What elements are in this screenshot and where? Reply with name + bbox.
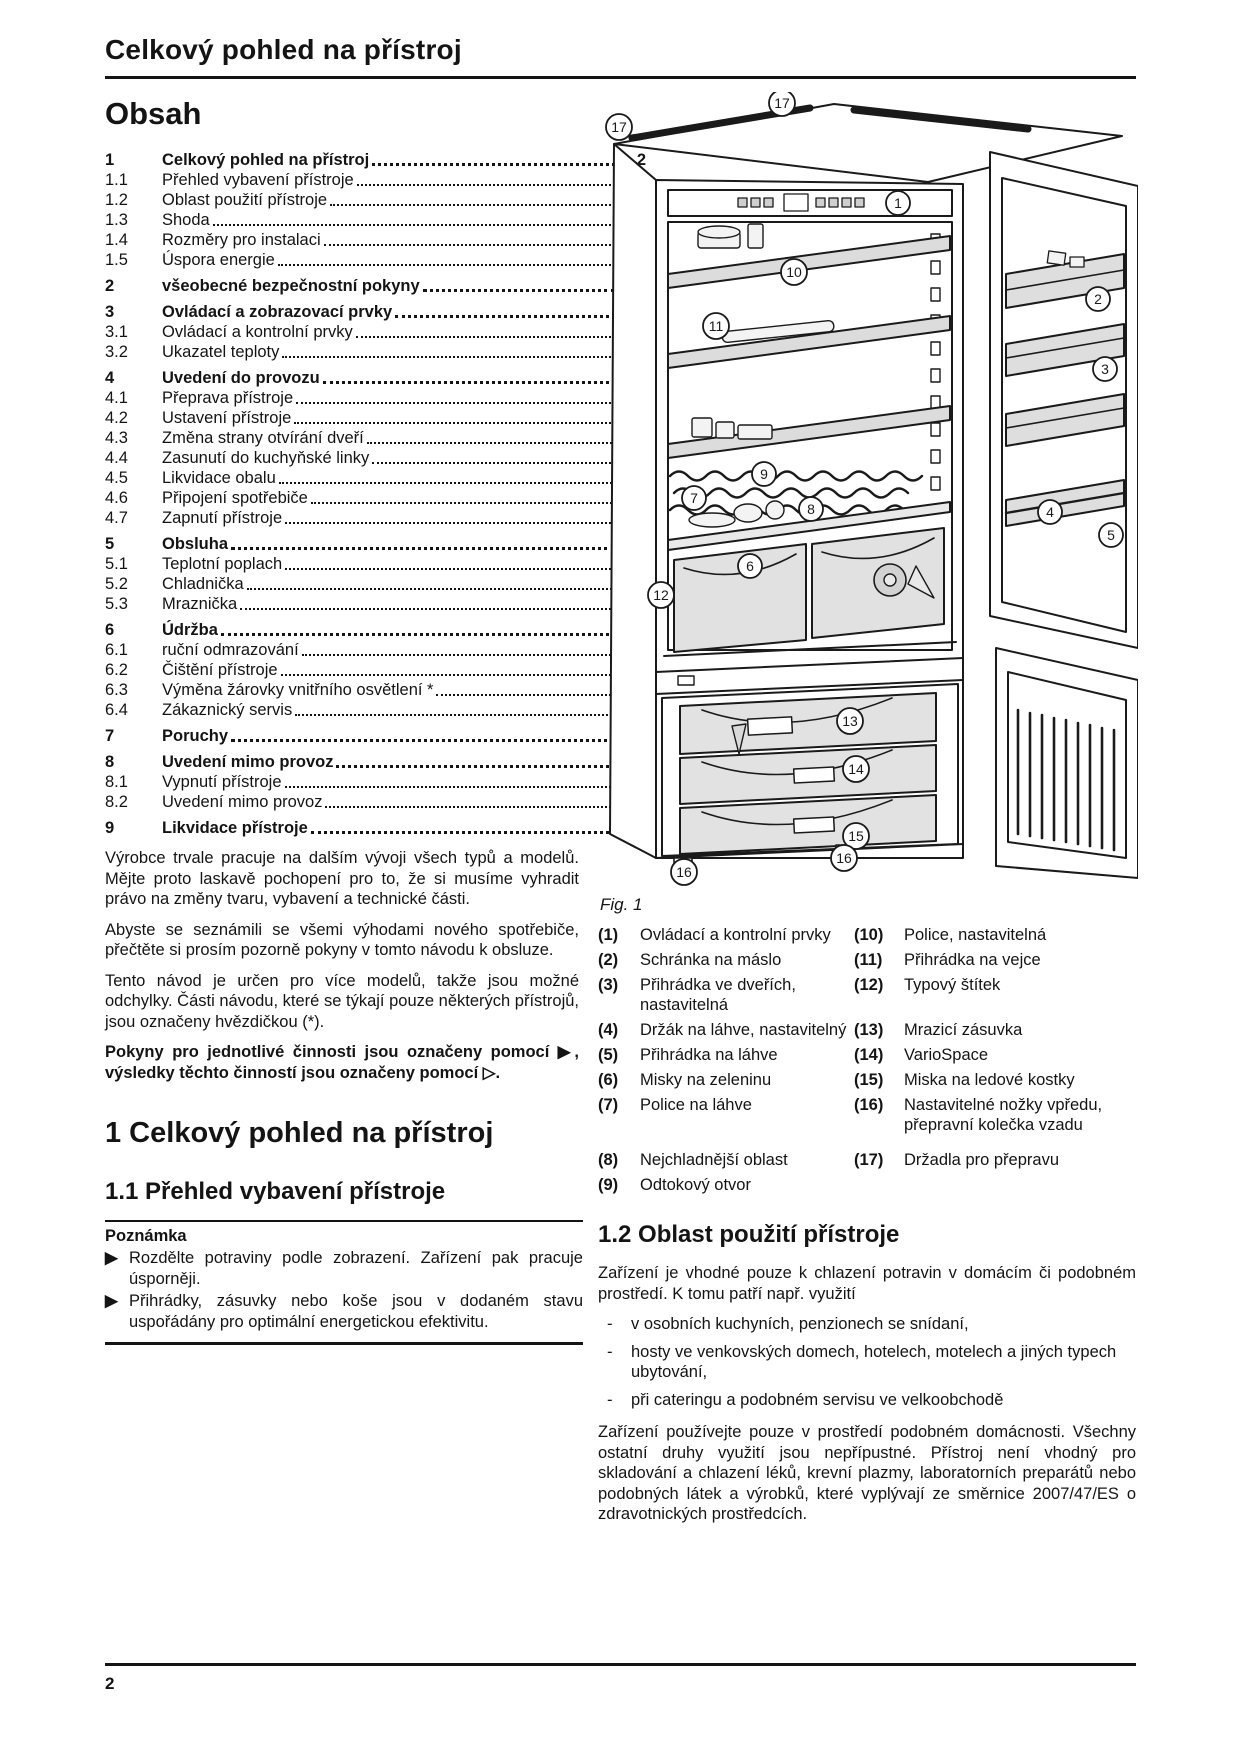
legend-item-number: (8) xyxy=(598,1151,619,1169)
callout-number: 12 xyxy=(653,587,669,603)
toc-entry xyxy=(105,448,646,468)
toc-entry-number: 4.1 xyxy=(105,389,128,407)
toc-dot-leader xyxy=(285,568,615,570)
toc-dot-leader xyxy=(323,381,615,384)
dash-bullet: - xyxy=(607,1342,613,1361)
toc-entry-number: 1.1 xyxy=(105,171,128,189)
legend-item xyxy=(598,1095,854,1135)
callout-number: 16 xyxy=(676,864,692,880)
legend-item-text: Misky na zeleninu xyxy=(640,1071,772,1089)
toc-entry xyxy=(105,368,646,388)
toc-title: Obsah xyxy=(105,96,202,131)
dash-bullet: - xyxy=(607,1315,613,1333)
legend-item xyxy=(598,925,854,945)
legend-item xyxy=(854,1150,1140,1170)
toc-entry-label: Čištění přístroje xyxy=(162,661,278,679)
toc-entry xyxy=(105,574,646,594)
toc-entry-label: všeobecné bezpečnostní pokyny xyxy=(162,277,420,295)
toc-entry xyxy=(105,594,646,614)
toc-dot-leader xyxy=(294,422,615,424)
toc-entry xyxy=(105,640,646,660)
toc-entry-number: 1.2 xyxy=(105,191,128,209)
callout-number: 10 xyxy=(786,264,802,280)
intro-paragraph-bold: Pokyny pro jednotlivé činnosti jsou označeny pomocí ▶, výsledky těchto činností jsou označeny pomocí ▷. xyxy=(105,1043,579,1082)
toc-entry-number: 4.2 xyxy=(105,409,128,427)
figure-legend xyxy=(598,925,1140,1195)
figure-caption: Fig. 1 xyxy=(600,895,643,914)
toc-entry xyxy=(105,428,646,448)
toc-entry xyxy=(105,772,646,792)
toc-entry-label: Ovládací a kontrolní prvky xyxy=(162,323,353,341)
toc-entry xyxy=(105,342,646,362)
toc-dot-leader xyxy=(213,224,615,226)
toc-entry-label: Obsluha xyxy=(162,535,229,553)
toc-dot-leader xyxy=(423,289,615,292)
toc-entry-number: 8.2 xyxy=(105,793,128,811)
callout-number: 2 xyxy=(1094,291,1102,307)
legend-item-number: (9) xyxy=(598,1176,619,1194)
toc-entry-number: 5.1 xyxy=(105,555,128,573)
toc-dot-leader xyxy=(279,482,615,484)
toc-entry-label: Výměna žárovky vnitřního osvětlení * xyxy=(162,681,434,699)
note-item xyxy=(105,1248,583,1289)
legend-item-text: Držák na láhve, nastavitelný xyxy=(640,1021,847,1039)
toc-entry-number: 4.5 xyxy=(105,469,128,487)
legend-item-number: (4) xyxy=(598,1021,619,1039)
toc-entry-page: 2 xyxy=(636,151,646,169)
toc-dot-leader xyxy=(330,204,615,206)
toc-entry xyxy=(105,620,646,640)
legend-item-number: (15) xyxy=(854,1071,884,1089)
legend-row xyxy=(598,1020,1140,1040)
legend-item-number: (16) xyxy=(854,1096,884,1114)
toc-entry-label: Zasunutí do kuchyňské linky xyxy=(162,449,370,467)
callout-number: 4 xyxy=(1046,504,1054,520)
legend-item-number: (11) xyxy=(854,951,883,969)
toc-dot-leader xyxy=(282,356,615,358)
legend-item-text: Přihrádka na láhve xyxy=(640,1046,778,1064)
toc-entry-number: 2 xyxy=(105,277,115,295)
toc-entry-label: ruční odmrazování xyxy=(162,641,299,659)
section-1-2-paragraph: Zařízení používejte pouze v prostředí podobném domácnosti. Všechny ostatní druhy využití jsou nepřípustné. Přístroj není vhodný pro skladování a chlazení léků, krevní plazmy, laboratorních preparátů nebo podobných látek a výrobků, které vyplývají ze směrnice 2007/47/ES o zdravotnických prostředcích. xyxy=(598,1423,1136,1523)
section-1-2-paragraph: Zařízení je vhodné pouze k chlazení potravin v domácím či podobném prostředí. K tomu patří např. využití xyxy=(598,1264,1136,1303)
toc-entry xyxy=(105,752,646,772)
usage-list-item xyxy=(598,1390,1140,1411)
toc-dot-leader xyxy=(367,442,615,444)
toc-entry-label: Likvidace obalu xyxy=(162,469,276,487)
callout-number: 17 xyxy=(774,95,790,111)
toc-dot-leader xyxy=(372,462,615,464)
toc-entry-number: 4.7 xyxy=(105,509,128,527)
usage-list-item-text: hosty ve venkovských domech, hotelech, motelech a jiných typech ubytování, xyxy=(631,1342,1117,1381)
usage-list-item xyxy=(598,1314,1140,1335)
toc-dot-leader xyxy=(302,654,615,656)
toc-entry-label: Mraznička xyxy=(162,595,238,613)
legend-item-text: Přihrádka na vejce xyxy=(904,951,1041,969)
legend-row xyxy=(598,975,1140,1015)
toc-entry-number: 6.1 xyxy=(105,641,128,659)
toc-entry xyxy=(105,792,646,812)
legend-item-number: (5) xyxy=(598,1046,619,1064)
legend-item xyxy=(854,1095,1140,1135)
footer-page-number: 2 xyxy=(105,1674,115,1693)
legend-item-number: (6) xyxy=(598,1071,619,1089)
toc-entry-label: Uvedení mimo provoz xyxy=(162,753,334,771)
section-1-heading: 1 Celkový pohled na přístroj xyxy=(105,1117,494,1149)
left-column xyxy=(105,94,646,1345)
toc-entry-label: Rozměry pro instalaci xyxy=(162,231,321,249)
toc-entry xyxy=(105,660,646,680)
toc-dot-leader xyxy=(311,831,615,834)
legend-item-text: Miska na ledové kostky xyxy=(904,1071,1075,1089)
toc-entry-label: Ustavení přístroje xyxy=(162,409,292,427)
legend-item-text: Nastavitelné nožky vpředu, přepravní kolečka vzadu xyxy=(904,1096,1103,1134)
usage-list xyxy=(598,1314,1140,1410)
toc-dot-leader xyxy=(221,633,615,636)
toc-dot-leader xyxy=(278,264,615,266)
toc-entry xyxy=(105,700,646,720)
legend-item xyxy=(854,1045,1140,1065)
legend-item-number: (2) xyxy=(598,951,619,969)
toc-entry-label: Přeprava přístroje xyxy=(162,389,294,407)
toc-entry xyxy=(105,230,646,250)
toc-entry-label: Poruchy xyxy=(162,727,229,745)
figure-fridge-drawing xyxy=(598,92,1138,887)
toc-entry-number: 4.3 xyxy=(105,429,128,447)
legend-item-number: (3) xyxy=(598,976,619,994)
toc-entry xyxy=(105,508,646,528)
note-item-text: Rozdělte potraviny podle zobrazení. Zařízení pak pracuje úsporněji. xyxy=(129,1249,583,1288)
legend-item xyxy=(854,1020,1140,1040)
legend-item xyxy=(854,925,1140,945)
toc-entry-label: Chladnička xyxy=(162,575,244,593)
legend-item-text: Police na láhve xyxy=(640,1096,752,1114)
toc-entry-label: Změna strany otvírání dveří xyxy=(162,429,364,447)
legend-item-text: Typový štítek xyxy=(904,976,1001,994)
legend-item-text: VarioSpace xyxy=(904,1046,989,1064)
toc-entry-number: 5.2 xyxy=(105,575,128,593)
legend-item xyxy=(598,975,854,1015)
toc-dot-leader xyxy=(324,244,615,246)
header-divider xyxy=(105,76,1136,79)
toc-entry-label: Přehled vybavení přístroje xyxy=(162,171,354,189)
toc-entry-number: 7 xyxy=(105,727,115,745)
toc-dot-leader xyxy=(395,315,615,318)
legend-item-text: Přihrádka ve dveřích, nastavitelná xyxy=(640,976,796,1014)
legend-row xyxy=(598,1150,1140,1170)
table-of-contents xyxy=(105,150,646,838)
toc-entry-label: Uvedení mimo provoz xyxy=(162,793,323,811)
toc-entry-number: 3 xyxy=(105,303,115,321)
toc-dot-leader xyxy=(372,163,615,166)
toc-entry-label: Uvedení do provozu xyxy=(162,369,320,387)
toc-entry-label: Celkový pohled na přístroj xyxy=(162,151,370,169)
legend-item-text: Police, nastavitelná xyxy=(904,926,1047,944)
toc-dot-leader xyxy=(285,786,615,788)
legend-item-text: Mrazicí zásuvka xyxy=(904,1021,1023,1039)
toc-entry-label: Likvidace přístroje xyxy=(162,819,308,837)
legend-item xyxy=(598,950,854,970)
toc-entry xyxy=(105,388,646,408)
intro-paragraph: Tento návod je určen pro více modelů, takže jsou možné odchylky. Části návodu, které se týkají pouze některých přístrojů, jsou označeny hvězdičkou (*). xyxy=(105,971,579,1031)
toc-dot-leader xyxy=(285,522,615,524)
toc-entry-label: Oblast použití přístroje xyxy=(162,191,328,209)
toc-entry-label: Připojení spotřebiče xyxy=(162,489,308,507)
toc-dot-leader xyxy=(281,674,615,676)
legend-item xyxy=(598,1020,854,1040)
legend-item xyxy=(854,975,1140,1015)
toc-entry-number: 6.2 xyxy=(105,661,128,679)
legend-row xyxy=(598,950,1140,970)
toc-entry xyxy=(105,170,646,190)
callout-number: 11 xyxy=(708,318,724,334)
toc-entry-label: Údržba xyxy=(162,621,218,639)
legend-row xyxy=(598,1045,1140,1065)
callout-number: 1 xyxy=(894,195,902,211)
legend-item-text: Odtokový otvor xyxy=(640,1176,751,1194)
section-1-2-heading: 1.2 Oblast použití přístroje xyxy=(598,1221,900,1248)
toc-entry-label: Vypnutí přístroje xyxy=(162,773,282,791)
toc-entry xyxy=(105,818,646,838)
toc-entry-number: 6.3 xyxy=(105,681,128,699)
frozen-item xyxy=(748,717,793,735)
legend-row xyxy=(598,1095,1140,1135)
toc-entry xyxy=(105,210,646,230)
toc-dot-leader xyxy=(240,608,615,610)
note-item xyxy=(105,1291,583,1332)
toc-entry-label: Ovládací a zobrazovací prvky xyxy=(162,303,393,321)
dash-bullet: - xyxy=(607,1390,613,1409)
legend-item-number: (14) xyxy=(854,1046,884,1064)
action-arrow-icon: ▶ xyxy=(105,1249,118,1267)
page-title: Celkový pohled na přístroj xyxy=(105,34,462,65)
toc-entry xyxy=(105,468,646,488)
toc-dot-leader xyxy=(231,739,615,742)
toc-entry-number: 8.1 xyxy=(105,773,128,791)
legend-item-number: (13) xyxy=(854,1021,884,1039)
callout-number: 16 xyxy=(836,850,852,866)
toc-entry xyxy=(105,322,646,342)
legend-row xyxy=(598,925,1140,945)
toc-entry-number: 5 xyxy=(105,535,115,553)
callout-number: 9 xyxy=(760,466,768,482)
legend-item xyxy=(598,1070,854,1090)
legend-item-number: (7) xyxy=(598,1096,619,1114)
toc-entry-label: Ukazatel teploty xyxy=(162,343,280,361)
toc-dot-leader xyxy=(336,765,615,768)
callout-number: 8 xyxy=(807,501,815,517)
note-title: Poznámka xyxy=(105,1227,187,1245)
toc-dot-leader xyxy=(295,714,615,716)
toc-entry-number: 3.1 xyxy=(105,323,128,341)
toc-dot-leader xyxy=(231,547,615,550)
legend-item-number: (17) xyxy=(854,1151,884,1169)
legend-item xyxy=(854,950,1140,970)
toc-entry xyxy=(105,302,646,322)
toc-dot-leader xyxy=(436,694,615,696)
toc-entry xyxy=(105,276,646,296)
callout-number: 3 xyxy=(1101,361,1109,377)
toc-entry-number: 4 xyxy=(105,369,115,387)
toc-entry-label: Úspora energie xyxy=(162,251,275,269)
toc-entry xyxy=(105,408,646,428)
food-items xyxy=(698,224,763,248)
legend-item xyxy=(854,1070,1140,1090)
toc-entry xyxy=(105,250,646,270)
toc-dot-leader xyxy=(325,806,615,808)
legend-item xyxy=(598,1045,854,1065)
toc-entry-label: Shoda xyxy=(162,211,210,229)
toc-entry-label: Zapnutí přístroje xyxy=(162,509,283,527)
intro-paragraph: Výrobce trvale pracuje na dalším vývoji všech typů a modelů. Mějte proto laskavě pochopení pro to, že si musíme vyhradit právo na změny tvaru, vybavení a technické části. xyxy=(105,849,579,908)
callout-number: 7 xyxy=(690,490,698,506)
toc-entry xyxy=(105,190,646,210)
legend-item-number: (1) xyxy=(598,926,619,944)
toc-entry-number: 1.5 xyxy=(105,251,128,269)
callout-number: 13 xyxy=(842,713,858,729)
callout-number: 17 xyxy=(611,119,627,135)
toc-dot-leader xyxy=(357,184,615,186)
toc-dot-leader xyxy=(296,402,615,404)
legend-row xyxy=(598,1070,1140,1090)
action-arrow-icon: ▶ xyxy=(105,1292,118,1310)
legend-item-number: (12) xyxy=(854,976,884,994)
legend-item-text: Schránka na máslo xyxy=(640,951,782,969)
toc-entry xyxy=(105,554,646,574)
footer-divider xyxy=(105,1663,1136,1666)
note-list xyxy=(105,1248,583,1332)
legend-item xyxy=(598,1150,854,1170)
toc-entry-number: 8 xyxy=(105,753,115,771)
callout-number: 5 xyxy=(1107,527,1115,543)
toc-entry-number: 5.3 xyxy=(105,595,128,613)
legend-item-text: Držadla pro přepravu xyxy=(904,1151,1059,1169)
callout-number: 14 xyxy=(848,761,864,777)
toc-entry-number: 3.2 xyxy=(105,343,128,361)
toc-entry-label: Teplotní poplach xyxy=(162,555,283,573)
right-column xyxy=(598,92,1140,1535)
callout-number: 6 xyxy=(746,558,754,574)
usage-list-item-text: při cateringu a podobném servisu ve velkoobchodě xyxy=(631,1390,1004,1409)
callout-number: 15 xyxy=(848,828,864,844)
toc-entry xyxy=(105,150,646,170)
usage-list-item-text: v osobních kuchyních, penzionech se snídaní, xyxy=(631,1315,969,1333)
toc-dot-leader xyxy=(311,502,615,504)
toc-entry xyxy=(105,726,646,746)
toc-entry-number: 4.4 xyxy=(105,449,128,467)
note-item-text: Přihrádky, zásuvky nebo koše jsou v dodaném stavu uspořádány pro optimální energetickou efektivitu. xyxy=(129,1292,583,1331)
intro-paragraph: Abyste se seznámili se všemi výhodami nového spotřebiče, přečtěte si prosím pozorně pokyny v tomto návodu k obsluze. xyxy=(105,920,579,959)
toc-dot-leader xyxy=(356,336,615,338)
legend-item xyxy=(598,1175,854,1195)
toc-entry-label: Zákaznický servis xyxy=(162,701,293,719)
legend-item-text: Nejchladnější oblast xyxy=(640,1151,788,1169)
toc-entry xyxy=(105,680,646,700)
toc-entry-number: 1.3 xyxy=(105,211,128,229)
toc-entry xyxy=(105,488,646,508)
toc-entry-number: 4.6 xyxy=(105,489,128,507)
toc-entry-number: 6 xyxy=(105,621,115,639)
usage-list-item xyxy=(598,1342,1140,1383)
toc-dot-leader xyxy=(247,588,615,590)
legend-item-number: (10) xyxy=(854,926,884,944)
note-box xyxy=(105,1220,583,1345)
toc-entry-number: 6.4 xyxy=(105,701,128,719)
legend-item-text: Ovládací a kontrolní prvky xyxy=(640,926,831,944)
toc-entry-number: 9 xyxy=(105,819,115,837)
section-1-1-heading: 1.1 Přehled vybavení přístroje xyxy=(105,1178,446,1205)
legend-row xyxy=(598,1175,1140,1195)
toc-entry-number: 1.4 xyxy=(105,231,128,249)
toc-entry xyxy=(105,534,646,554)
toc-entry-number: 1 xyxy=(105,151,115,169)
